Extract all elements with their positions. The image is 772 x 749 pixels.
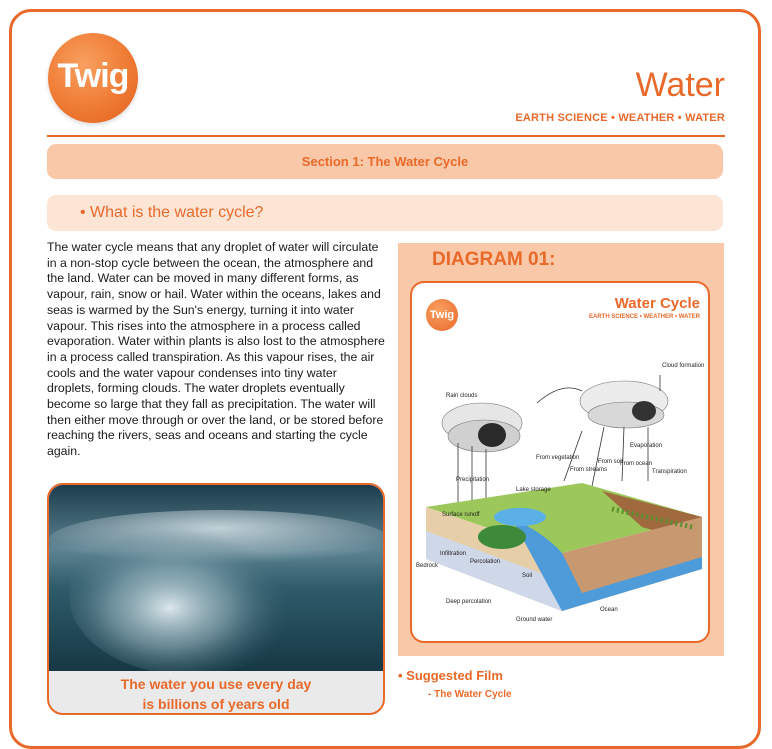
label-deep-percolation: Deep percolation xyxy=(446,599,492,605)
label-lake-storage: Lake storage xyxy=(516,487,551,493)
page-subtitle: EARTH SCIENCE • WEATHER • WATER xyxy=(515,112,725,124)
label-cloud-formation: Cloud formation xyxy=(662,363,705,369)
label-from-streams: From streams xyxy=(570,467,608,473)
suggested-film-heading: • Suggested Film xyxy=(398,668,503,683)
diagram-heading: DIAGRAM 01: xyxy=(432,249,556,270)
landscape-block xyxy=(426,483,702,611)
label-ocean: Ocean xyxy=(600,607,618,613)
body-paragraph: The water cycle means that any droplet of water will circulate in a non-stop cycle between the ocean, the atmosphere and the land. Water can be moved in many different forms, as vapour, rain, snow or hail. Water within the oceans, lakes and seas is warmed by the Sun's energy, turning it into water vapour. This rises into the atmosphere in a process called evaporation. Water within plants is also lost to the atmosphere in a process called transpiration. As this vapour rises, the air cools and the water vapour condenses into tiny water droplets, forming clouds. The water droplets eventually become so large that they fall as precipitation. The water will then either move through or over the land, or be stored before reaching the rivers, seas and oceans and starting the cycle again. xyxy=(47,240,385,459)
label-bedrock: Bedrock xyxy=(416,563,439,569)
photo-card xyxy=(47,483,385,715)
label-surface-runoff: Surface runoff xyxy=(442,512,480,518)
label-soil: Soil xyxy=(522,573,533,579)
caption-line-2: is billions of years old xyxy=(142,696,290,712)
diagram-subtitle: EARTH SCIENCE • WEATHER • WATER xyxy=(589,314,700,320)
diagram-twig-logo: Twig xyxy=(426,299,458,331)
page-title: Water xyxy=(635,66,725,104)
logo-text: Twig xyxy=(57,57,129,95)
label-transpiration: Transpiration xyxy=(652,469,687,475)
suggested-film-link[interactable]: - The Water Cycle xyxy=(428,689,512,700)
header-divider xyxy=(47,135,725,137)
label-precipitation: Precipitation xyxy=(456,477,490,483)
label-ground-water: Ground water xyxy=(516,617,553,623)
label-evaporation: Evaporation xyxy=(630,443,663,449)
diagram-panel xyxy=(398,243,724,656)
twig-logo[interactable] xyxy=(48,33,138,123)
formation-cloud-icon xyxy=(580,381,668,428)
section-heading: Section 1: The Water Cycle xyxy=(47,144,723,179)
question-heading: • What is the water cycle? xyxy=(47,195,723,231)
water-cycle-diagram xyxy=(412,331,708,641)
diagram-title: Water Cycle xyxy=(614,295,700,312)
label-from-vegetation: From vegetation xyxy=(536,455,580,461)
water-mist-photo xyxy=(49,485,383,671)
label-percolation: Percolation xyxy=(470,559,501,565)
label-from-soil: From soil xyxy=(598,459,623,465)
diagram-card[interactable] xyxy=(410,281,710,643)
photo-caption xyxy=(49,674,383,714)
label-infiltration: Infiltration xyxy=(440,551,467,557)
caption-line-1: The water you use every day xyxy=(120,676,312,692)
label-rain-clouds: Rain clouds xyxy=(446,393,478,399)
label-from-ocean: From ocean xyxy=(620,461,653,467)
rain-cloud-icon xyxy=(442,403,522,452)
